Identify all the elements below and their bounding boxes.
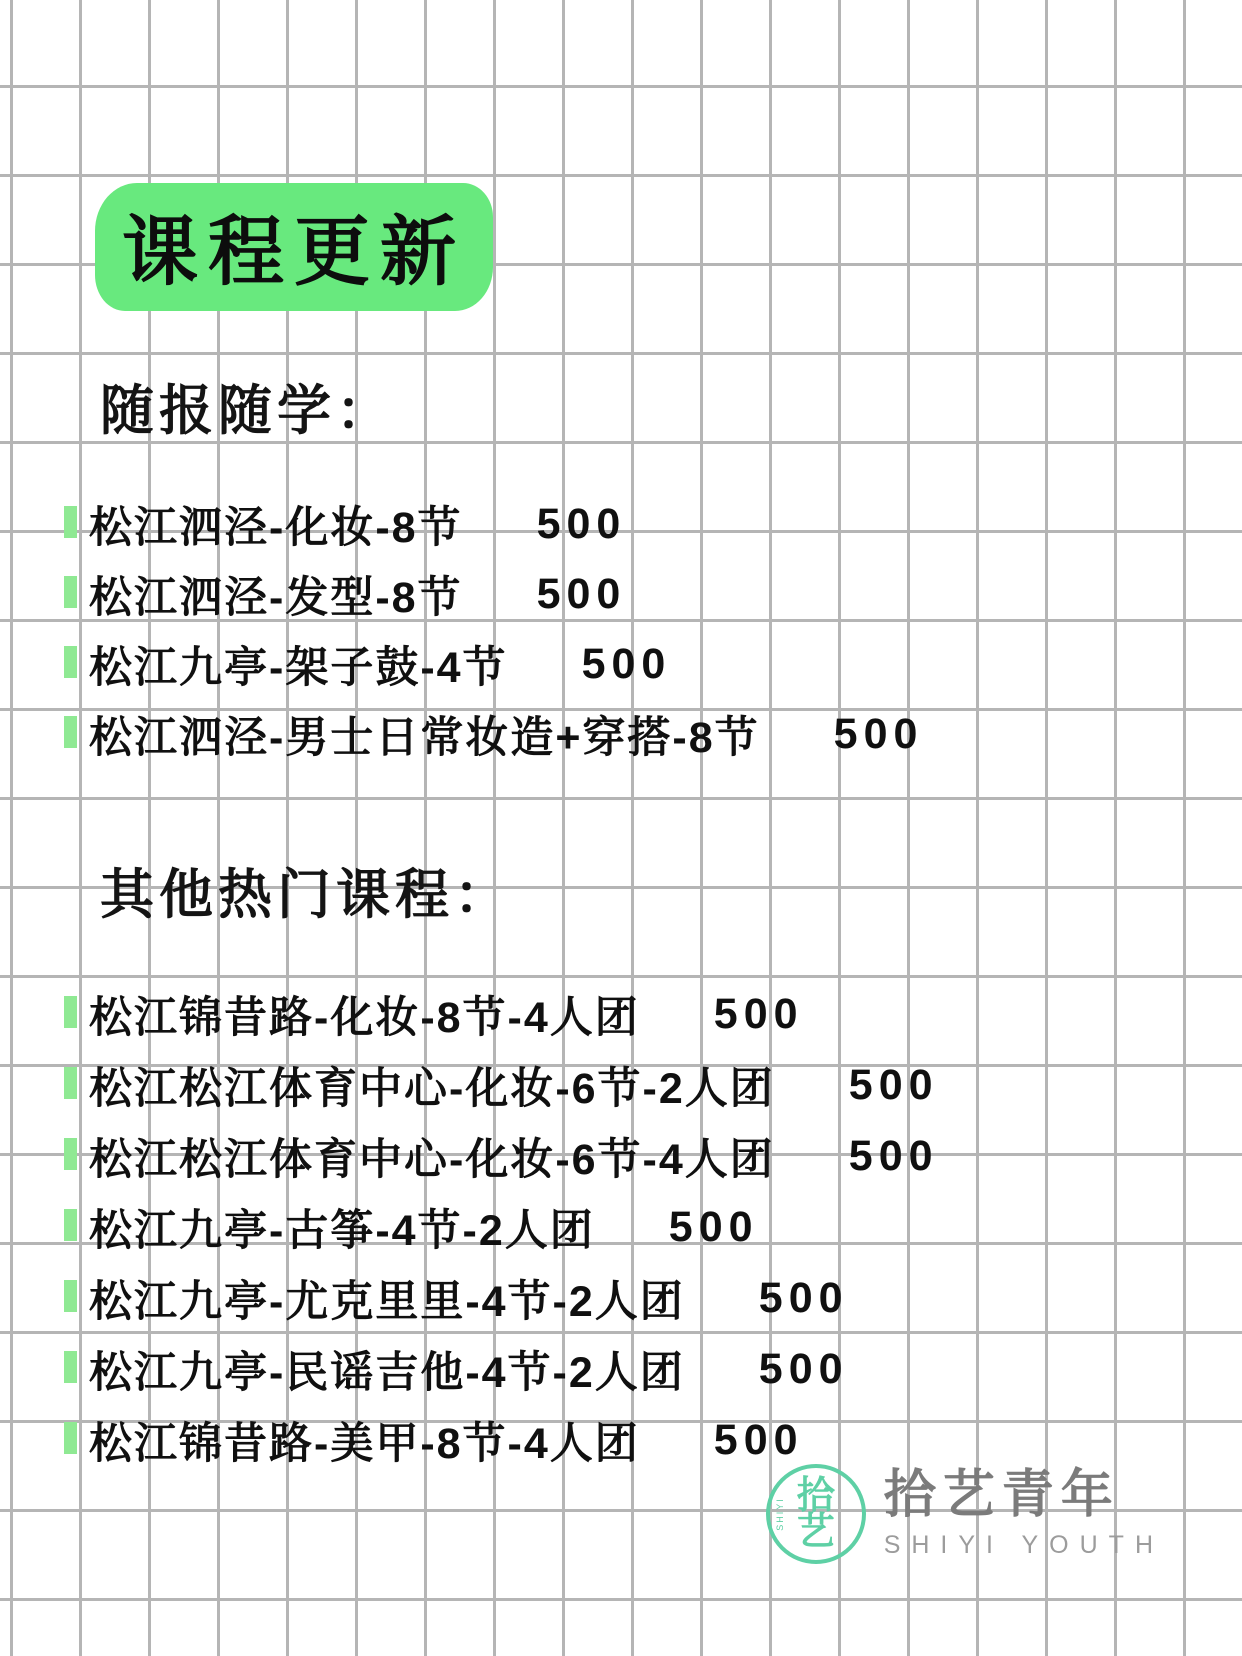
logo-glyph-top: 拾 [796, 1474, 835, 1517]
course-price: 500 [758, 1273, 849, 1322]
page-title-badge [95, 183, 493, 311]
course-list-item [64, 639, 1242, 692]
bullet-icon [64, 1280, 77, 1312]
course-name: 松江锦昔路-化妆-8节-4人团 [89, 993, 640, 1042]
course-list-item [64, 1344, 1242, 1397]
course-price: 500 [536, 499, 627, 548]
bullet-icon [64, 1067, 77, 1099]
course-name: 松江九亭-古筝-4节-2人团 [89, 1206, 595, 1255]
bullet-icon [64, 996, 77, 1028]
brand-logo-circle-icon [766, 1464, 866, 1564]
course-name: 松江九亭-架子鼓-4节 [89, 643, 508, 692]
course-list-item [64, 569, 1242, 622]
course-list-item [64, 989, 1242, 1042]
bullet-icon [64, 1422, 77, 1454]
course-name: 松江松江体育中心-化妆-6节-2人团 [89, 1064, 775, 1113]
course-name: 松江松江体育中心-化妆-6节-4人团 [89, 1135, 775, 1184]
course-name: 松江九亭-民谣吉他-4节-2人团 [89, 1348, 685, 1397]
brand-logo [766, 1464, 1164, 1564]
brand-name-en: SHIYI YOUTH [883, 1530, 1164, 1559]
course-name: 松江泗泾-发型-8节 [89, 573, 463, 622]
section-heading: 随报随学： [100, 379, 395, 442]
logo-glyph-bottom: 艺 [796, 1511, 835, 1553]
course-list-item [64, 709, 1242, 762]
bullet-icon [64, 1351, 77, 1383]
course-price: 500 [848, 1131, 939, 1180]
section-walk-in-courses [0, 368, 1242, 781]
brand-logo-text [884, 1468, 1164, 1560]
logo-side-text: SHIYI [774, 1497, 785, 1531]
course-name: 松江九亭-尤克里里-4节-2人团 [89, 1277, 685, 1326]
bullet-icon [64, 1209, 77, 1241]
section-heading: 其他热门课程： [100, 863, 513, 926]
course-price: 500 [536, 569, 627, 618]
course-list-item [64, 1415, 1242, 1468]
course-price: 500 [581, 639, 672, 688]
course-name: 松江泗泾-男士日常妆造+穿搭-8节 [89, 713, 760, 762]
course-list [0, 499, 1242, 762]
bullet-icon [64, 646, 77, 678]
page-title: 课程更新 [122, 209, 466, 295]
course-price: 500 [713, 989, 804, 1038]
course-list-item [64, 1131, 1242, 1184]
course-list-item [64, 1060, 1242, 1113]
bullet-icon [64, 576, 77, 608]
course-price: 500 [668, 1202, 759, 1251]
brand-name-cn: 拾艺青年 [883, 1466, 1120, 1525]
course-list-item [64, 1273, 1242, 1326]
section-popular-courses [0, 852, 1242, 1488]
course-list-item [64, 499, 1242, 552]
course-price: 500 [713, 1415, 804, 1464]
course-list-item [64, 1202, 1242, 1255]
course-list [0, 989, 1242, 1468]
bullet-icon [64, 1138, 77, 1170]
course-price: 500 [848, 1060, 939, 1109]
course-price: 500 [758, 1344, 849, 1393]
course-price: 500 [833, 709, 924, 758]
course-name: 松江泗泾-化妆-8节 [89, 503, 463, 552]
bullet-icon [64, 506, 77, 538]
course-name: 松江锦昔路-美甲-8节-4人团 [89, 1419, 640, 1468]
bullet-icon [64, 716, 77, 748]
